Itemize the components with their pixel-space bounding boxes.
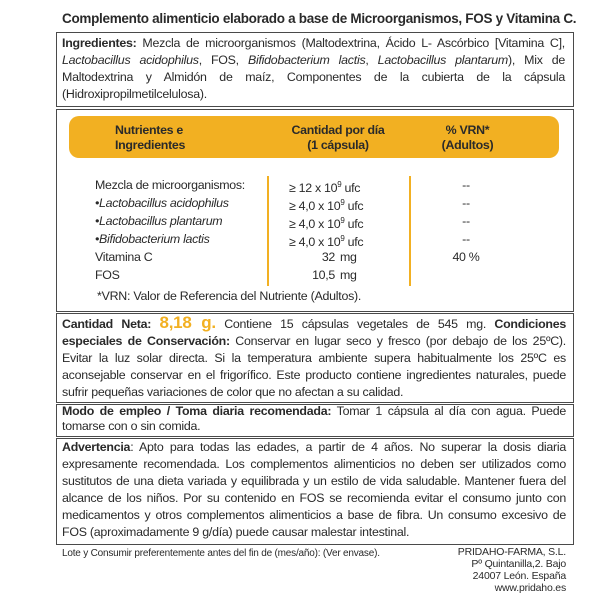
storage-text: Conservar en lugar seco y fresco (por debajo de los 25ºC). Evitar la luz solar directa. Si la temperatura ambiente supera habitualmente los 25ºC es aconsejable conservar en el frigorífico. Este producto contiene ingredientes naturales, puede sufrir pequeñas variaciones de color que no afectan a su calidad. — [62, 334, 567, 399]
header-nutrients-line1: Nutrientes e — [115, 123, 184, 137]
amount-value: 32 — [321, 250, 335, 264]
usage-text — [62, 404, 566, 434]
company-name: PRIDAHO-FARMA, S.L. — [457, 546, 566, 558]
ingredient-species: Bifidobacterium lactis — [247, 53, 366, 67]
amount-value: ≥ 4,0 x 10 — [289, 217, 341, 232]
header-amount-line1: Cantidad por día — [291, 123, 385, 137]
row-name: •Lactobacillus plantarum — [95, 214, 223, 228]
header-nutrients-line2: Ingredientes — [115, 138, 186, 152]
row-name: •Bifidobacterium lactis — [95, 232, 210, 246]
table-row — [0, 230, 592, 248]
table-row — [0, 194, 592, 212]
company-street: Pº Quintanilla,2. Bajo — [471, 558, 566, 570]
row-name: FOS — [95, 268, 120, 282]
amount-unit: ufc — [344, 199, 364, 214]
table-row — [0, 266, 592, 284]
ingredients-part: ), Mix de Maltodextrina y Almidón de maíz, Componentes de la cubierta de la cápsula (Hidroxipropilmetilcelulosa). — [62, 53, 565, 101]
net-quantity-text — [62, 314, 566, 401]
ingredients-label: Ingredientes: — [62, 36, 137, 50]
company-address — [420, 546, 566, 594]
row-vrn: -- — [462, 232, 470, 246]
warning-text — [62, 439, 566, 541]
header-nutrients — [115, 123, 185, 153]
net-quantity-label: Cantidad Neta: — [62, 317, 152, 331]
vrn-footnote: *VRN: Valor de Referencia del Nutriente (Adultos). — [97, 289, 362, 303]
header-amount-line2: (1 cápsula) — [307, 138, 369, 152]
amount-unit: ufc — [344, 217, 364, 232]
amount-unit: ufc — [341, 181, 361, 196]
amount-value: ≥ 4,0 x 10 — [289, 199, 341, 214]
company-web: www.pridaho.es — [494, 582, 566, 594]
amount-unit: mg — [340, 250, 357, 264]
row-name: Mezcla de microorganismos: — [95, 178, 245, 192]
amount-value: 10,5 — [312, 268, 335, 282]
table-row — [0, 176, 592, 194]
header-vrn-line2: (Adultos) — [441, 138, 494, 152]
lot-text: Lote y Consumir preferentemente antes del fin de (mes/año): (Ver envase). — [62, 548, 380, 559]
row-name: Vitamina C — [95, 250, 153, 264]
amount-exponent: 9 — [337, 180, 342, 189]
net-quantity-value: 8,18 g. — [159, 313, 216, 332]
amount-unit: mg — [340, 268, 357, 282]
row-name: •Lactobacillus acidophilus — [95, 196, 229, 210]
ingredients-part: , — [365, 53, 378, 67]
product-title: Complemento alimenticio elaborado a base de Microorganismos, FOS y Vitamina C. — [62, 11, 577, 26]
row-vrn: -- — [462, 214, 470, 228]
ingredients-text — [62, 35, 565, 103]
ingredients-part: , FOS, — [198, 53, 248, 67]
header-amount — [268, 123, 408, 153]
amount-exponent: 9 — [340, 216, 345, 225]
usage-desc: Tomar 1 cápsula al día con agua. Puede tomarse con o sin comida. — [62, 404, 566, 433]
warning-label: Advertencia — [62, 440, 131, 454]
header-vrn — [420, 123, 515, 153]
row-vrn: -- — [462, 196, 470, 210]
amount-exponent: 9 — [340, 198, 345, 207]
storage-label: Condiciones especiales de Conservación: — [62, 317, 567, 348]
amount-value: ≥ 4,0 x 10 — [289, 235, 341, 250]
net-quantity-desc: Contiene 15 cápsulas vegetales de 545 mg. — [215, 317, 495, 331]
table-row — [0, 212, 592, 230]
ingredient-species: Lactobacillus acidophilus — [62, 53, 199, 67]
amount-value: ≥ 12 x 10 — [289, 181, 338, 196]
amount-exponent: 9 — [340, 234, 345, 243]
ingredients-part: Mezcla de microorganismos (Maltodextrina, Ácido L- Ascórbico [Vitamina C], — [136, 36, 565, 50]
ingredient-species: Lactobacillus plantarum — [377, 53, 508, 67]
header-vrn-line1: % VRN* — [445, 123, 490, 137]
row-vrn: -- — [462, 178, 470, 192]
warning-desc: : Apto para todas las edades, a partir de 4 años. No superar la dosis diaria expresamente recomendada. Los complementos alimenticios no deben ser utilizados como sustitutos de una dieta variada y equilibrada y un estilo de vida saludable. Mantener fuera del alcance de los niños. Por su contenido en FOS se recomienda evitar el consumo junto con medicamentos y otros complementos alimenticios a base de fibra. Un consumo excesivo de FOS (aproximadamente 9 g/día) puede causar malestar intestinal. — [62, 440, 566, 539]
row-vrn: 40 % — [452, 250, 480, 264]
amount-unit: ufc — [344, 235, 364, 250]
table-row — [0, 248, 592, 266]
company-city: 24007 León. España — [472, 570, 566, 582]
usage-label: Modo de empleo / Toma diaria recomendada: — [62, 404, 332, 418]
